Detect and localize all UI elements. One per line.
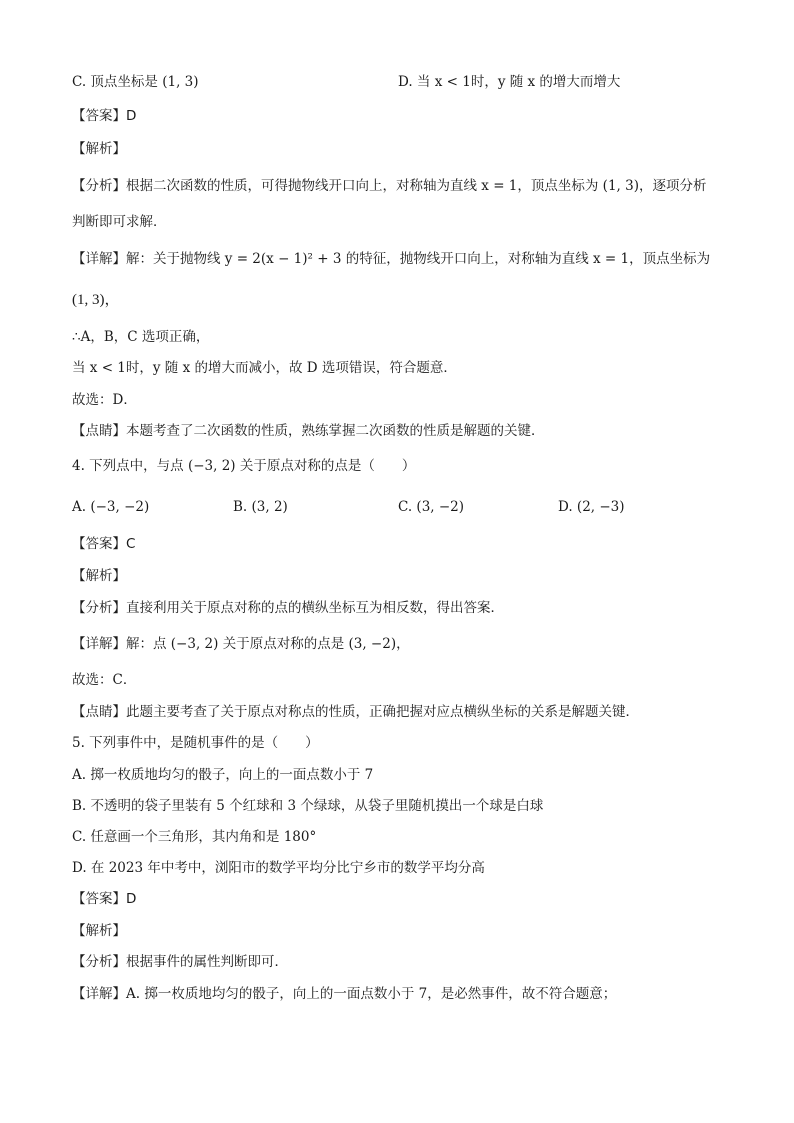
line-option-c-prev: C. 顶点坐标是 (1, 3) xyxy=(72,74,199,90)
detail-text-5: 【详解】A. 掷一枚质地均匀的骰子，向上的一面点数小于 7，是必然事件，故不符合题意； xyxy=(72,986,617,1002)
analysis-text-cont: 判断即可求解． xyxy=(72,214,167,230)
detail-text: 【详解】解：关于抛物线 y = 2(x − 1)² + 3 的特征，抛物线开口向上，对称轴为直线 x = 1，顶点坐标为 xyxy=(72,251,711,267)
answer-label-4: 【答案】C xyxy=(72,536,136,552)
question-4: 4. 下列点中，与点 (−3, 2) 关于原点对称的点是（ ） xyxy=(72,458,416,474)
q4-option-a: A. (−3, −2) xyxy=(72,499,150,515)
answer-label: 【答案】D xyxy=(72,108,137,124)
q5-option-d: D. 在 2023 年中考中，浏阳市的数学平均分比宁乡市的数学平均分高 xyxy=(72,860,485,876)
choice-line: 故选：D． xyxy=(72,392,137,408)
analysis-text-4: 【分析】直接利用关于原点对称的点的横纵坐标互为相反数，得出答案． xyxy=(72,600,504,616)
analysis-heading-5: 【解析】 xyxy=(72,923,126,939)
analysis-heading: 【解析】 xyxy=(72,141,126,157)
detail-text-2: 当 x < 1时，y 随 x 的增大而减小，故 D 选项错误，符合题意． xyxy=(72,360,457,376)
comment-text-4: 【点睛】此题主要考查了关于原点对称点的性质，正确把握对应点横纵坐标的关系是解题关键． xyxy=(72,704,639,720)
line-option-d-prev: D. 当 x < 1时，y 随 x 的增大而增大 xyxy=(398,74,621,90)
detail-conclusion: ∴A，B，C 选项正确， xyxy=(72,329,210,345)
q5-option-b: B. 不透明的袋子里装有 5 个红球和 3 个绿球，从袋子里随机摸出一个球是白球 xyxy=(72,798,544,814)
q5-option-a: A. 掷一枚质地均匀的骰子，向上的一面点数小于 7 xyxy=(72,767,374,783)
q4-option-d: D. (2, −3) xyxy=(558,499,625,515)
detail-text-cont: (1, 3)， xyxy=(72,292,120,308)
analysis-text: 【分析】根据二次函数的性质，可得抛物线开口向上，对称轴为直线 x = 1，顶点坐标为 (1, 3)，逐项分析 xyxy=(72,178,707,194)
q4-option-c: C. (3, −2) xyxy=(398,499,465,515)
answer-label-5: 【答案】D xyxy=(72,891,137,907)
q5-option-c: C. 任意画一个三角形，其内角和是 180° xyxy=(72,829,317,845)
q4-option-b: B. (3, 2) xyxy=(233,499,288,515)
analysis-heading-4: 【解析】 xyxy=(72,568,126,584)
question-5: 5. 下列事件中，是随机事件的是（ ） xyxy=(72,735,319,751)
choice-line-4: 故选：C． xyxy=(72,672,137,688)
analysis-text-5: 【分析】根据事件的属性判断即可． xyxy=(72,954,288,970)
detail-text-4: 【详解】解：点 (−3, 2) 关于原点对称的点是 (3, −2)， xyxy=(72,636,410,652)
comment-text: 【点睛】本题考查了二次函数的性质，熟练掌握二次函数的性质是解题的关键． xyxy=(72,423,545,439)
